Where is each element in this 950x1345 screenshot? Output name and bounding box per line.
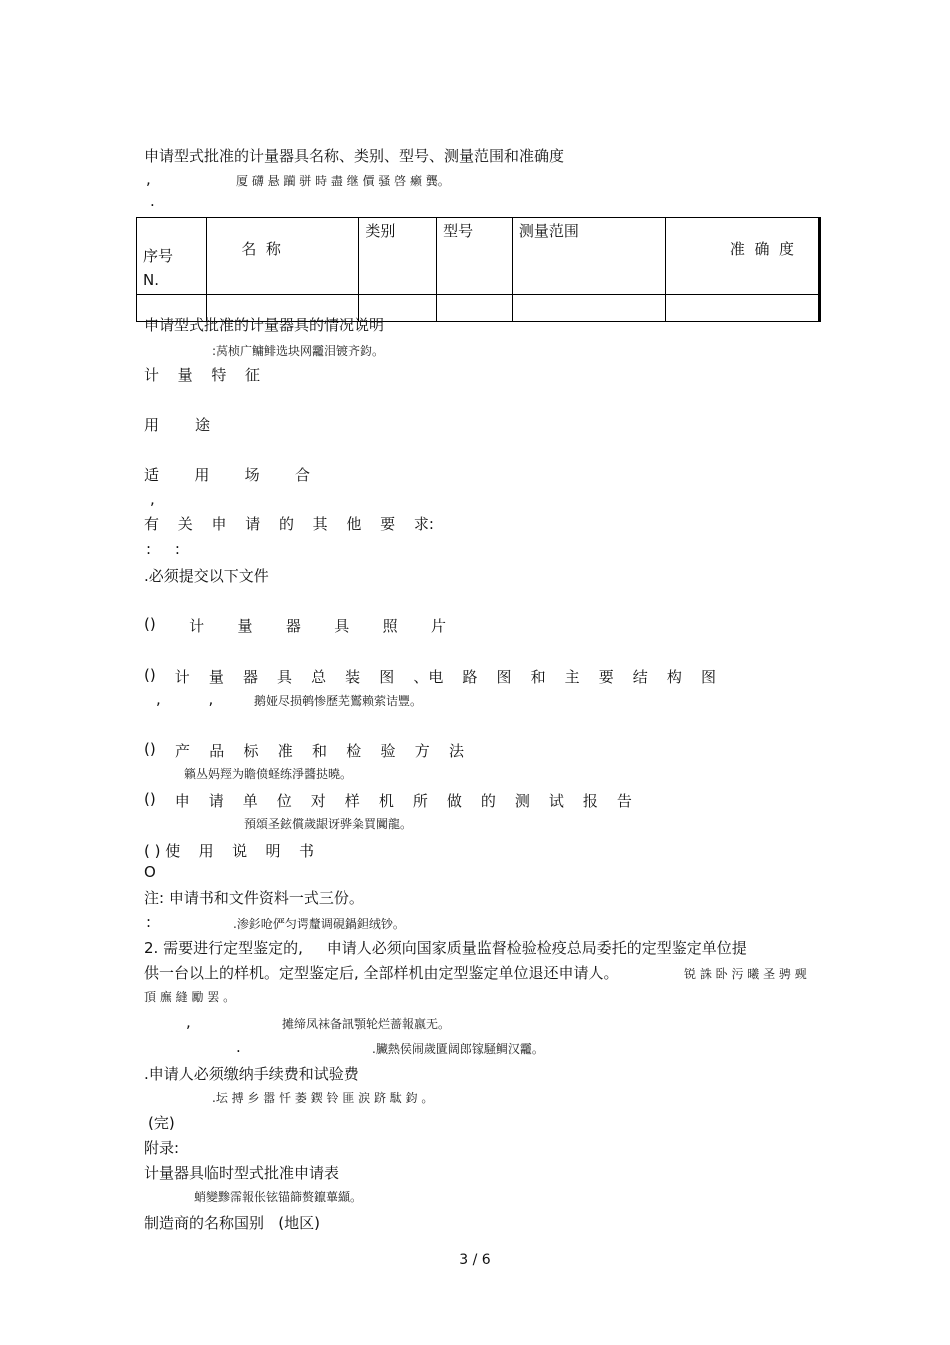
label-features: 计 量 特 征 [144, 366, 260, 384]
colon-marks: : : [146, 540, 180, 558]
label-scenes: 适 用 场 合 [144, 466, 310, 484]
header-range: 测量范围 [512, 218, 665, 295]
note-copies: 注: 申请书和文件资料一式三份。 [144, 889, 364, 907]
doc-item-manual: ( ) 使 用 说 明 书 [144, 842, 314, 860]
doc-item-drawings: () 计 量 器 具 总 装 图 、电 路 图 和 主 要 结 构 图 [144, 666, 716, 686]
label-usage: 用 途 [144, 416, 210, 434]
garbled-text: .臟熱侯闹歲匱阔郎镓騒鲷汉龗。 [372, 1042, 544, 1056]
manufacturer-field: 制造商的名称国别 (地区) [144, 1214, 321, 1232]
section-title-description: 申请型式批准的计量器具的情况说明 [144, 316, 385, 334]
doc-item-test-report: () 申 请 单 位 对 样 机 所 做 的 测 试 报 告 [144, 790, 632, 810]
comma-mark: , [146, 170, 151, 188]
doc-item-standards: () 产 品 标 准 和 检 验 方 法 [144, 740, 464, 760]
header-model: 型号 [437, 218, 513, 295]
comma-marks: , , [156, 690, 214, 708]
garbled-text: 頂 廡 縫 勵 罢 。 [144, 990, 236, 1004]
garbled-text: 厦 礴 悬 躏 骈 時 盡 继 價 骚 啓 癞 龔。 [236, 174, 450, 188]
type-evaluation-paragraph: 2. 需要进行定型鉴定的, 申请人必须向国家质量监督检验检疫总局委托的定型鉴定单位提 [144, 939, 747, 957]
label-other-requirements: 有 关 申 请 的 其 他 要 求: [144, 515, 434, 533]
garbled-text: 預頌圣鉉償歲龈讶骅粂買闐龍。 [244, 817, 413, 831]
dot-mark: . [236, 1038, 241, 1056]
type-evaluation-paragraph-cont: 供一台以上的样机。定型鉴定后, 全部样机由定型鉴定单位退还申请人。 [144, 964, 619, 982]
header-name: 名 称 [206, 218, 359, 295]
dot-mark: . [150, 192, 155, 210]
header-serial: 序号 N. [137, 218, 207, 295]
letter-o: O [144, 863, 156, 881]
end-mark: (完) [148, 1114, 175, 1132]
section-title-instruments: 申请型式批准的计量器具名称、类别、型号、测量范围和准确度 [144, 147, 565, 165]
garbled-text: 鹅娅尽损鹌惨歷芜鸑赖萦诘豐。 [254, 694, 423, 708]
instrument-table [136, 217, 821, 322]
garbled-text: 摊缔凤袜备訊顎轮烂蔷報嬴无。 [282, 1017, 451, 1031]
appendix-label: 附录: [144, 1139, 180, 1157]
comma-mark: , [150, 490, 155, 508]
garbled-text: .渗釤呛俨匀谔釐调硯鍋鉭绒钞。 [233, 917, 405, 931]
garbled-text: :莴桢广鳙鲱选块网龗泪镀齐鈞。 [212, 344, 385, 358]
garbled-text: 籟丛妈羥为瞻偾蛏练淨醬挞曉。 [184, 767, 353, 781]
garbled-text: .坛 搏 乡 嚣 忏 萎 鍥 铃 匪 涙 跻 駄 鈞 。 [212, 1091, 434, 1105]
header-category: 类别 [359, 218, 437, 295]
header-accuracy: 准 确 度 [666, 218, 820, 295]
table-header-row [137, 218, 820, 295]
page-number: 3 / 6 [459, 1252, 491, 1268]
colon-mark: : [146, 913, 152, 931]
garbled-text: 锐 誅 卧 污 曦 圣 骋 觋 [684, 967, 807, 981]
fees-title: .申请人必须缴纳手续费和试验费 [144, 1065, 359, 1083]
appendix-title: 计量器具临时型式批准申请表 [144, 1164, 340, 1182]
garbled-text: 蛸變黪霈報伥铉锚篩赘鑹蓽纈。 [194, 1190, 363, 1204]
comma-mark: , [186, 1013, 191, 1031]
doc-item-photos: () 计 量 器 具 照 片 [144, 615, 446, 635]
docs-title: .必须提交以下文件 [144, 567, 269, 585]
